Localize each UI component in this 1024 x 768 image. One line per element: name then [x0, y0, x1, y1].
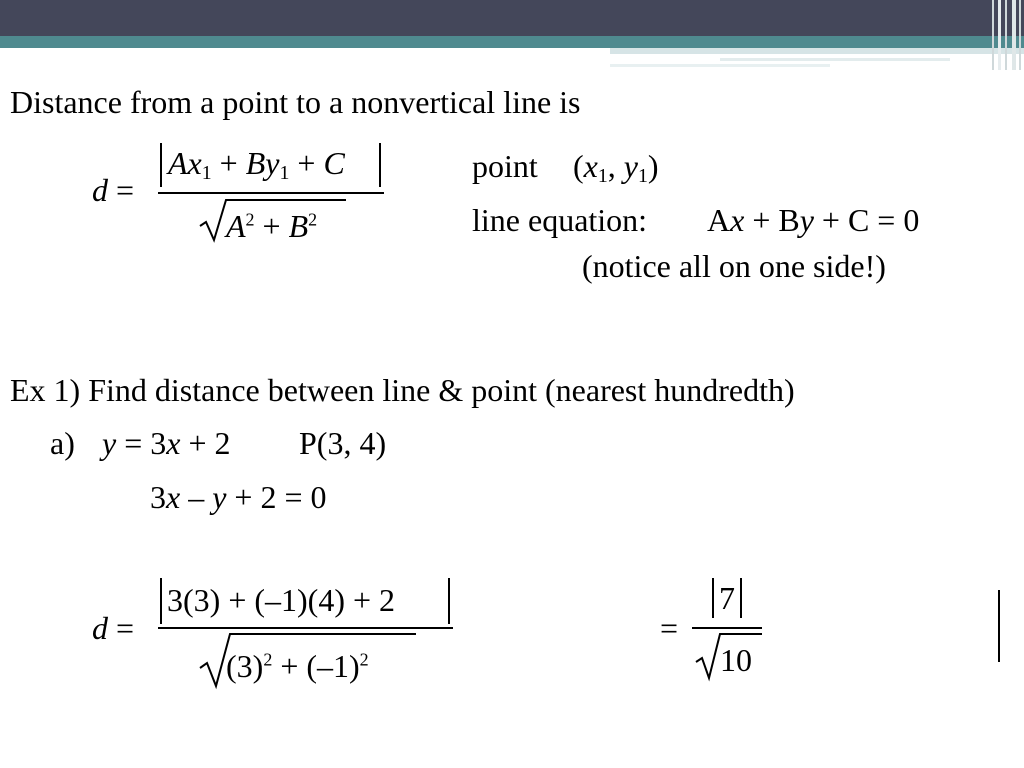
formula-numerator: $Ax_1 + By_1 + C$ — [168, 145, 345, 184]
notice-note: (notice all on one side!) — [582, 248, 886, 284]
fraction-bar — [692, 627, 762, 629]
result-denominator: 10 — [720, 642, 752, 678]
fraction-bar — [158, 627, 453, 629]
equals-sign: = — [660, 610, 679, 646]
line-equation-label: line equation: — [472, 202, 648, 238]
part-a-equation: y = 3x + 2 — [102, 425, 231, 461]
formula-denominator: $A^2 + B^2$ — [226, 208, 318, 244]
formula-lhs: d = — [92, 172, 135, 208]
slide-heading: Distance from a point to a nonvertical line is — [10, 84, 581, 120]
part-a-label: a) — [50, 425, 75, 461]
abs-left-bar — [160, 143, 162, 187]
work-denominator: $(3)^2 + (-1)^2$ — [226, 648, 369, 684]
point-value: ($x_1$, $y_1$) — [573, 148, 659, 187]
rearranged-equation: 3x – y + 2 = 0 — [150, 479, 327, 515]
work-numerator: 3(3) + (–1)(4) + 2 — [167, 582, 396, 618]
header-decor-line — [610, 64, 830, 67]
abs-right-bar — [379, 143, 381, 187]
header-decor-line — [610, 48, 1024, 54]
work-lhs: d = — [92, 610, 135, 646]
header-decor-vline — [998, 0, 1001, 70]
abs-left-bar — [712, 578, 714, 618]
header-decor-vline — [1005, 0, 1007, 70]
point-label: point — [472, 148, 538, 184]
header-decor-vline — [992, 0, 994, 70]
fraction-bar — [158, 192, 384, 194]
header-decor-line — [720, 58, 950, 61]
result-numerator: 7 — [719, 580, 735, 616]
abs-right-bar — [740, 578, 742, 618]
header-decor-vline — [1012, 0, 1016, 70]
stray-abs-bar — [998, 590, 1000, 662]
header-decor-vline — [1019, 0, 1021, 70]
header-accent-stripe — [0, 36, 1024, 48]
header-band — [0, 0, 1024, 36]
line-equation: Ax + By + C = 0 — [707, 202, 920, 238]
abs-left-bar — [160, 578, 162, 624]
abs-right-bar — [448, 578, 450, 624]
part-a-point: P(3, 4) — [299, 425, 387, 461]
example-title: Ex 1) Find distance between line & point (nearest hundredth) — [10, 372, 795, 408]
